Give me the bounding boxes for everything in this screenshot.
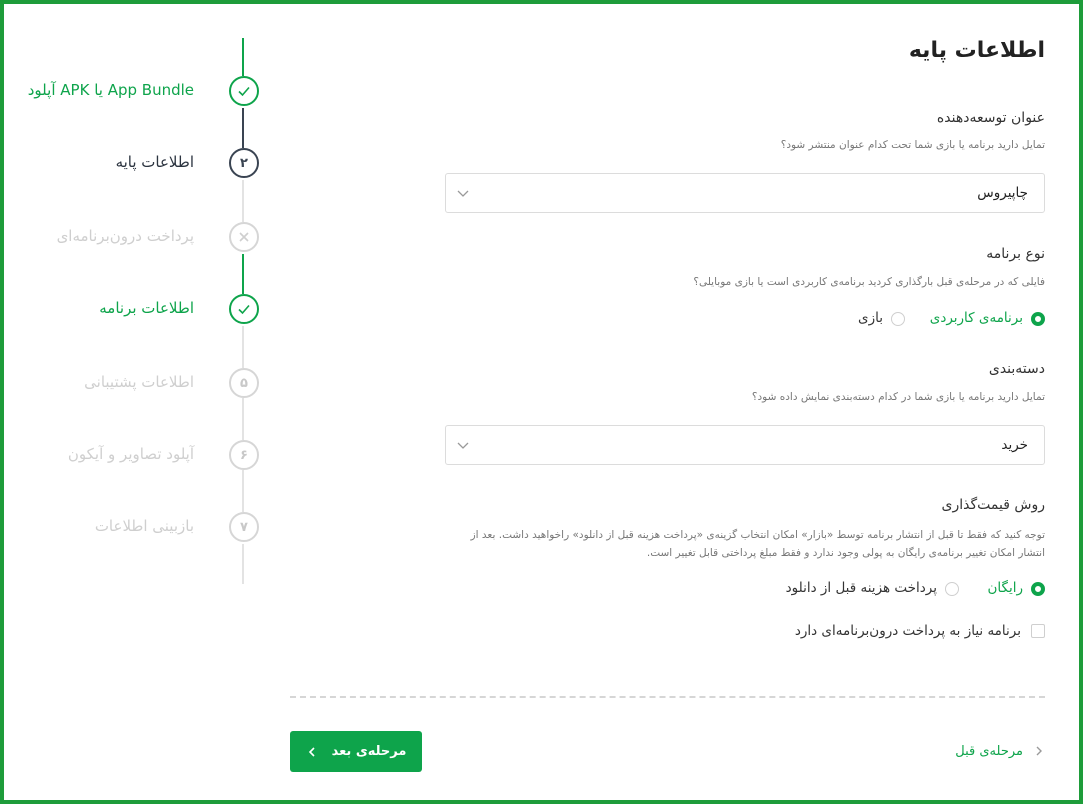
radio-selected-icon <box>1031 582 1045 596</box>
step-support-info[interactable] <box>0 368 262 400</box>
step-basic-info[interactable] <box>0 148 262 180</box>
step-label: آپلود APK یا App Bundle <box>27 81 194 99</box>
category-select[interactable] <box>445 425 1045 465</box>
radio-label: بازی <box>858 310 883 326</box>
stepper-line <box>242 398 244 440</box>
app-type-label: نوع برنامه <box>986 246 1045 262</box>
step-label: بازبینی اطلاعات <box>94 517 194 535</box>
app-type-radio-game[interactable] <box>845 309 905 329</box>
pricing-radio-group <box>745 579 1045 599</box>
radio-label: پرداخت هزینه قبل از دانلود <box>785 580 937 596</box>
pricing-radio-paid[interactable] <box>759 579 959 599</box>
step-in-app-payment[interactable] <box>0 222 262 254</box>
developer-title-hint: تمایل دارید برنامه یا بازی شما تحت کدام عنوان منتشر شود؟ <box>780 139 1045 151</box>
radio-label: برنامه‌ی کاربردی <box>929 310 1023 326</box>
x-icon <box>229 222 259 252</box>
step-upload-images[interactable] <box>0 440 262 472</box>
step-review[interactable] <box>0 512 262 544</box>
pricing-radio-free[interactable] <box>965 579 1045 599</box>
progress-stepper <box>0 0 280 804</box>
developer-select-value: چاپیروس <box>977 185 1028 201</box>
page-title: اطلاعات پایه <box>908 38 1045 63</box>
previous-step-label: مرحله‌ی قبل <box>955 743 1023 759</box>
step-label: پرداخت درون‌برنامه‌ای <box>56 227 194 245</box>
radio-selected-icon <box>1031 312 1045 326</box>
step-app-info[interactable] <box>0 294 262 326</box>
chevron-down-icon <box>456 186 470 200</box>
step-upload-apk[interactable] <box>0 76 262 108</box>
stepper-line <box>242 254 244 294</box>
category-label: دسته‌بندی <box>988 361 1045 377</box>
check-icon <box>229 294 259 324</box>
chevron-down-icon <box>456 438 470 452</box>
category-hint: تمایل دارید برنامه یا بازی شما در کدام دسته‌بندی نمایش داده شود؟ <box>751 391 1045 403</box>
step-number: ۷ <box>229 512 259 542</box>
next-step-button[interactable] <box>290 731 422 772</box>
next-step-label: مرحله‌ی بعد <box>331 744 407 759</box>
pricing-label: روش قیمت‌گذاری <box>941 497 1045 513</box>
iap-checkbox[interactable] <box>1031 624 1045 638</box>
stepper-line <box>242 544 244 584</box>
radio-label: رایگان <box>987 580 1023 596</box>
chevron-right-icon <box>1033 745 1045 757</box>
stepper-line <box>242 470 244 512</box>
stepper-line <box>242 180 244 222</box>
previous-step-link[interactable] <box>955 741 1045 761</box>
stepper-line <box>242 38 244 76</box>
app-type-radio-application[interactable] <box>925 309 1045 329</box>
step-number: ۶ <box>229 440 259 470</box>
app-type-hint: فایلی که در مرحله‌ی قبل بارگذاری کردید برنامه‌ی کاربردی است یا بازی موبایلی؟ <box>693 276 1045 288</box>
step-number: ۵ <box>229 368 259 398</box>
basic-info-form <box>290 0 1045 804</box>
category-select-value: خرید <box>1001 437 1028 453</box>
divider <box>290 696 1045 698</box>
radio-unselected-icon <box>891 312 905 326</box>
step-number: ۲ <box>229 148 259 178</box>
radio-unselected-icon <box>945 582 959 596</box>
iap-checkbox-label[interactable]: برنامه نیاز به پرداخت درون‌برنامه‌ای دارد <box>794 623 1021 639</box>
app-type-radio-group <box>745 309 1045 329</box>
step-label: اطلاعات پشتیبانی <box>84 373 194 391</box>
stepper-line <box>242 326 244 368</box>
developer-select[interactable] <box>445 173 1045 213</box>
stepper-line <box>242 108 244 148</box>
check-icon <box>229 76 259 106</box>
step-label: اطلاعات برنامه <box>99 299 194 317</box>
step-label: آپلود تصاویر و آیکون <box>67 445 194 463</box>
chevron-left-icon <box>306 746 318 758</box>
developer-title-label: عنوان توسعه‌دهنده <box>936 110 1045 126</box>
pricing-hint: توجه کنید که فقط تا قبل از انتشار برنامه توسط «بازار» امکان انتخاب گزینه‌ی «پرداخت هزینه قبل از دانلود» راخواهید داشت. بعد از انتشار امکان تغییر برنامه‌ی رایگان به پولی وجود ندارد و فقط مبلغ پرداختی قابل تغییر است. <box>470 529 1045 559</box>
step-label: اطلاعات پایه <box>115 153 194 171</box>
